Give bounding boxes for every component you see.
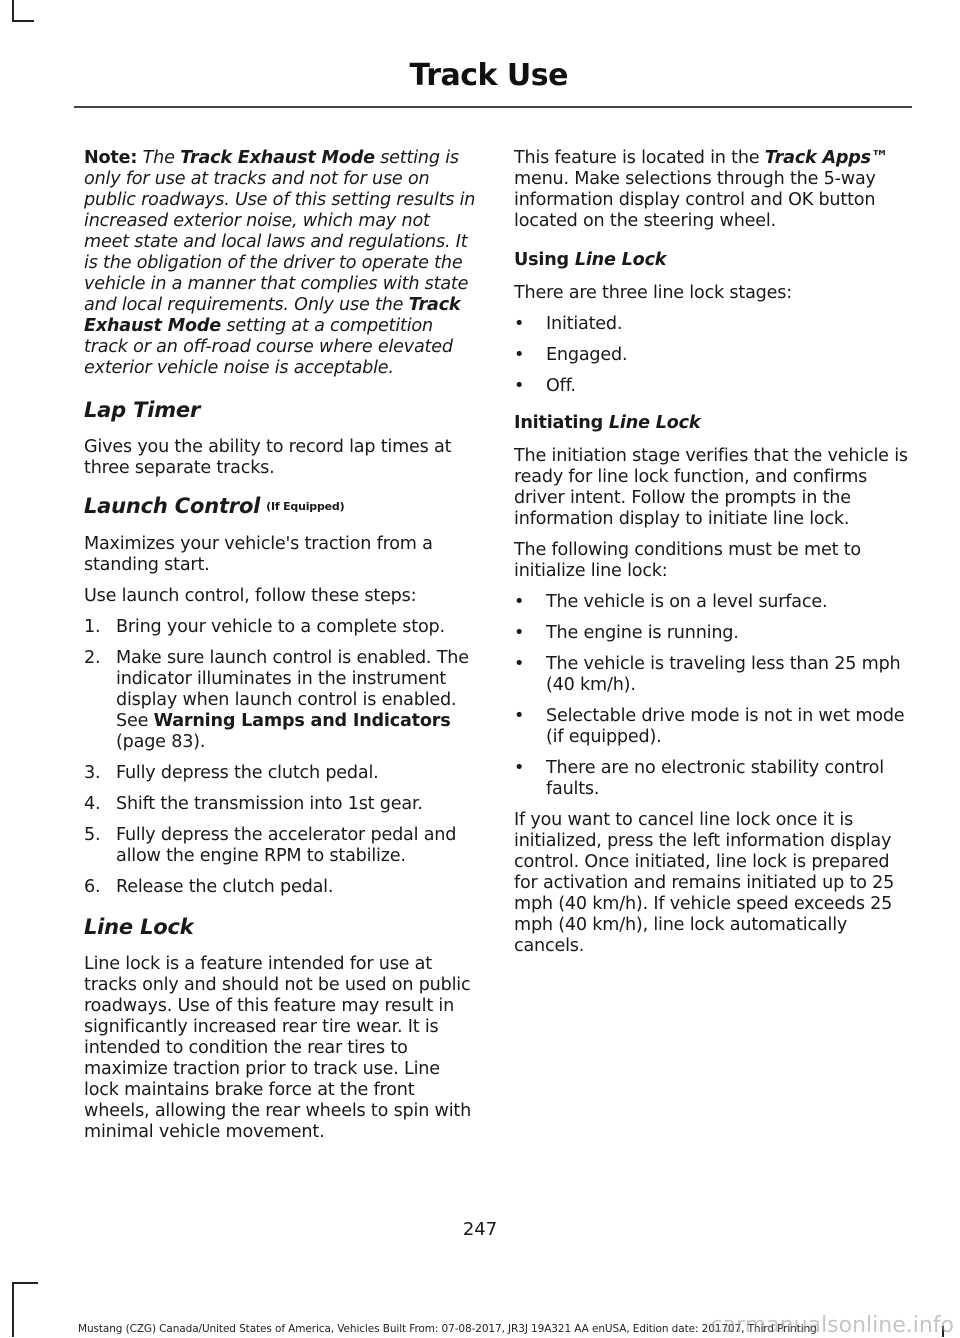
note-term: Track Exhaust Mode [84, 295, 461, 336]
note-text: setting at a competition track or an off-road course where elevated exterior vehicle noise is acceptable. [84, 316, 453, 378]
crop-mark-top-left-h [12, 20, 34, 22]
paragraph-text: This feature is located in the [514, 148, 765, 168]
launch-text: Maximizes your vehicle's traction from a standing start. [84, 534, 433, 575]
list-item [514, 623, 909, 644]
list-item [84, 877, 479, 898]
lap-timer-text: Gives you the ability to record lap times at three separate tracks. [84, 437, 452, 478]
left-column [84, 148, 479, 1153]
bullet: • [514, 345, 525, 365]
step-number: 1. [84, 617, 101, 637]
conditions-list [514, 592, 909, 800]
step-number: 5. [84, 825, 101, 845]
stage-text: Off. [546, 376, 576, 396]
step-number: 3. [84, 763, 101, 783]
bullet: • [514, 314, 525, 334]
stage-text: Engaged. [546, 345, 628, 365]
stages-intro: There are three line lock stages: [514, 283, 792, 303]
list-item [514, 376, 909, 397]
using-line-lock-heading [514, 250, 909, 271]
list-item [514, 654, 909, 696]
initiating-line-lock-heading [514, 413, 909, 434]
step-number: 2. [84, 648, 101, 668]
stage-text: Initiated. [546, 314, 623, 334]
step-text: Bring your vehicle to a complete stop. [116, 617, 445, 637]
launch-control-heading [84, 493, 479, 520]
note-paragraph [84, 148, 479, 379]
step-text: Shift the transmission into 1st gear. [116, 794, 423, 814]
note-term: Track Exhaust Mode [180, 148, 375, 168]
stages-list [514, 314, 909, 397]
crop-mark-bottom-left-h [12, 1282, 38, 1284]
list-item [514, 706, 909, 748]
line-lock-text: Line lock is a feature intended for use at tracks only and should not be used on public roadways. Use of this feature may result in significantly increased rear tire wear. It is intended to condition the rear tires to maximize traction prior to track use. Line lock maintains brake force at the front wheels, allowing the rear wheels to spin with minimal vehicle movement. [84, 954, 472, 1142]
condition-text: There are no electronic stability control faults. [546, 758, 884, 799]
note-label: Note: [84, 148, 138, 168]
list-item [514, 758, 909, 800]
list-item [84, 825, 479, 867]
list-item [84, 617, 479, 638]
list-item [84, 794, 479, 815]
list-item [514, 314, 909, 335]
paragraph-text: menu. Make selections through the 5-way information display control and OK button located on the steering wheel. [514, 169, 876, 231]
heading-text: Initiating [514, 413, 609, 433]
launch-steps-intro: Use launch control, follow these steps: [84, 586, 417, 606]
condition-text: Selectable drive mode is not in wet mode (if equipped). [546, 706, 905, 747]
list-item [84, 763, 479, 784]
bullet: • [514, 654, 525, 674]
initiation-text: The initiation stage verifies that the vehicle is ready for line lock function, and confirms driver intent. Follow the prompts in the information display to initiate line lock. [514, 446, 908, 529]
list-item [514, 345, 909, 366]
note-text: setting is only for use at tracks and not for use on public roadways. Use of this setting results in increased exterior noise, which may not meet state and local laws and regulations. It is the obligation of the driver to operate the vehicle in a manner that complies with state and local requirements. Only use the [84, 148, 476, 315]
bullet: • [514, 706, 525, 726]
bullet: • [514, 592, 525, 612]
step-number: 6. [84, 877, 101, 897]
track-apps-term: Track Apps™ [764, 148, 889, 168]
launch-control-title: Launch Control [84, 494, 261, 518]
step-text: Release the clutch pedal. [116, 877, 334, 897]
page-number: 247 [462, 1219, 498, 1240]
line-lock-heading: Line Lock [84, 915, 194, 939]
note-text: The [137, 148, 181, 168]
cross-reference-link[interactable]: Warning Lamps and Indicators [153, 711, 451, 731]
watermark: carmanualsonline.info [710, 1313, 954, 1338]
step-text: Fully depress the accelerator pedal and allow the engine RPM to stabilize. [116, 825, 457, 866]
bullet: • [514, 758, 525, 778]
list-item [84, 648, 479, 753]
header-rule [74, 106, 912, 108]
cancel-text: If you want to cancel line lock once it is initialized, press the left information display control. Once initiated, line lock is prepared for activation and remains initiated up to 25 mph (40 km/h). If vehicle speed exceeds 25 mph (40 km/h), line lock automatically cancels. [514, 810, 895, 956]
if-equipped-label: (If Equipped) [266, 500, 345, 513]
page-title: Track Use [409, 58, 568, 93]
crop-mark-top-left-v [12, 0, 14, 22]
heading-term: Line Lock [608, 413, 701, 433]
condition-text: The vehicle is on a level surface. [546, 592, 828, 612]
condition-text: The engine is running. [546, 623, 739, 643]
heading-term: Line Lock [574, 250, 667, 270]
launch-steps-list [84, 617, 479, 898]
list-item [514, 592, 909, 613]
page-reference: (page 83). [116, 732, 206, 752]
footer-text: Mustang (CZG) Canada/United States of America, Vehicles Built From: 07-08-2017, JR3J 19A321 AA enUSA, Edition date: 201707, Third Printing [78, 1323, 817, 1335]
step-text: Make sure launch control is enabled. The indicator illuminates in the instrument display when launch control is enabled. See [116, 648, 469, 731]
conditions-intro: The following conditions must be met to initialize line lock: [514, 540, 861, 581]
bullet: • [514, 623, 525, 643]
bullet: • [514, 376, 525, 396]
lap-timer-heading: Lap Timer [84, 398, 201, 422]
step-number: 4. [84, 794, 101, 814]
condition-text: The vehicle is traveling less than 25 mph (40 km/h). [546, 654, 901, 695]
right-column [514, 148, 909, 967]
track-apps-paragraph [514, 148, 909, 232]
step-text: Fully depress the clutch pedal. [116, 763, 379, 783]
heading-text: Using [514, 250, 575, 270]
